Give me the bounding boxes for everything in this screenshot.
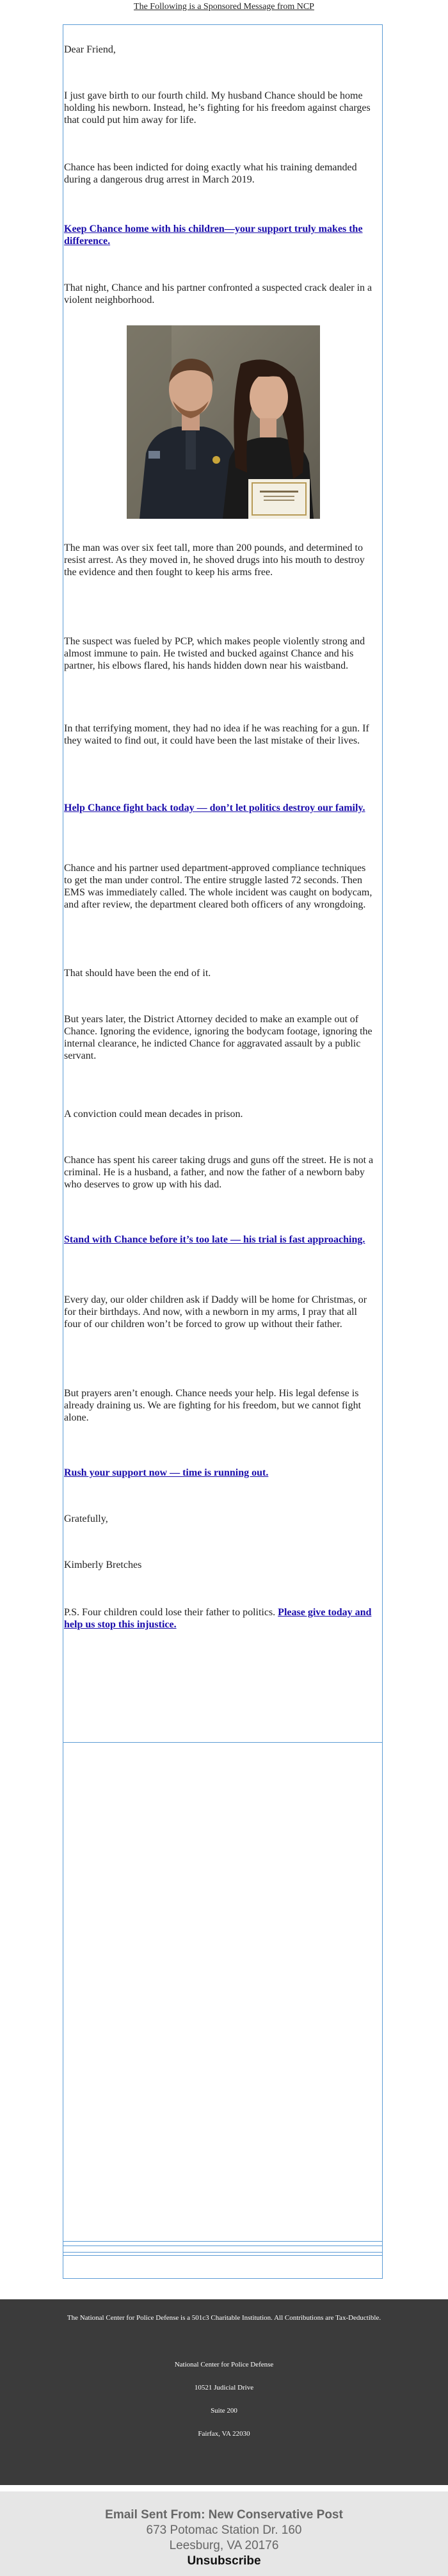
couple-photo-image: [127, 325, 320, 519]
empty-footer-block: [63, 2252, 383, 2279]
paragraph-13: But prayers aren’t enough. Chance needs your help. His legal defense is already draining us. We are fighting for his freedom, but we cannot fight alone.: [64, 1388, 362, 1423]
empty-content-block: [63, 1742, 383, 2242]
signature: Kimberly Bretches: [64, 1560, 142, 1570]
cta-link-1-para: [64, 223, 375, 247]
cta-link-2-para: [64, 802, 375, 814]
paragraph-10: A conviction could mean decades in prison.: [64, 1109, 243, 1120]
organization-footer: [0, 2299, 448, 2485]
org-name: National Center for Police Defense: [174, 2361, 274, 2368]
sender-city: Leesburg, VA 20176: [169, 2539, 279, 2552]
cta-link-4-para: [64, 1467, 375, 1479]
paragraph-11: Chance has spent his career taking drugs and guns off the street. He is not a criminal. He is a husband, a father, and now the father of a newborn baby who deserves to grow up with his dad.: [64, 1155, 374, 1190]
postscript-donate-link[interactable]: Please give today and help us stop this injustice.: [64, 1607, 372, 1630]
salutation: Dear Friend,: [64, 44, 116, 55]
paragraph-7: Chance and his partner used department-approved compliance techniques to get the man under control. The entire struggle lasted 72 seconds. Then EMS was immediately called. The whole incident was caught on bodycam, and after review, the department cleared both officers of any wrongdoing.: [64, 863, 372, 910]
org-address-1: 10521 Judicial Drive: [194, 2384, 254, 2392]
cta-link-3-para: [64, 1234, 375, 1246]
paragraph-2: Chance has been indicted for doing exactly what his training demanded during a dangerous drug arrest in March 2019.: [64, 162, 357, 185]
paragraph-6: In that terrifying moment, they had no idea if he was reaching for a gun. If they waited to find out, it could have been the last mistake of their lives.: [64, 723, 369, 746]
cta-link-2[interactable]: Help Chance fight back today — don’t let politics destroy our family.: [64, 803, 365, 813]
sponsored-banner: [0, 0, 448, 14]
cta-link-1[interactable]: Keep Chance home with his children—your support truly makes the difference.: [64, 224, 363, 247]
org-address-2: Suite 200: [211, 2407, 237, 2415]
paragraph-9: But years later, the District Attorney decided to make an example out of Chance. Ignoring the evidence, ignoring the bodycam footage, ignoring the internal clearance, he indicted Chance for aggravated assault by a public servant.: [64, 1014, 372, 1061]
paragraph-12: Every day, our older children ask if Daddy will be home for Christmas, or for their birthdays. And now, with a newborn in my arms, I pray that all four of our children won’t be forced to grow up without their father.: [64, 1294, 367, 1330]
cta-link-3[interactable]: Stand with Chance before it’s too late — his trial is fast approaching.: [64, 1234, 365, 1245]
paragraph-4: The man was over six feet tall, more than 200 pounds, and determined to resist arrest. As they moved in, he shoved drugs into his mouth to destroy the evidence and then fought to keep his arms free.: [64, 542, 365, 578]
paragraph-5: The suspect was fueled by PCP, which makes people violently strong and almost immune to pain. He twisted and bucked against Chance and his partner, his elbows flared, his hands hidden down near his waistband.: [64, 636, 365, 671]
sender-label: Email Sent From: New Conservative Post: [105, 2508, 343, 2522]
couple-photo: [127, 325, 320, 519]
paragraph-1: I just gave birth to our fourth child. My husband Chance should be home holding his newborn. Instead, he’s fighting for his freedom against charges that could put him away for life.: [64, 90, 371, 126]
tax-disclaimer: The National Center for Police Defense is a 501c3 Charitable Institution. All Contributions are Tax-Deductible.: [67, 2314, 381, 2322]
sender-address: 673 Potomac Station Dr. 160: [146, 2523, 302, 2537]
paragraph-8: That should have been the end of it.: [64, 968, 211, 979]
cta-link-4[interactable]: Rush your support now — time is running out.: [64, 1467, 269, 1478]
unsubscribe-link[interactable]: Unsubscribe: [187, 2554, 261, 2568]
paragraph-3: That night, Chance and his partner confronted a suspected crack dealer in a violent neighborhood.: [64, 282, 372, 306]
closing: Gratefully,: [64, 1513, 108, 1524]
org-city: Fairfax, VA 22030: [198, 2430, 250, 2438]
postscript-text: P.S. Four children could lose their father to politics.: [64, 1607, 278, 1618]
sender-footer: [0, 2491, 448, 2576]
postscript: [64, 1606, 375, 1631]
sponsored-banner-text: The Following is a Sponsored Message from NCP: [134, 2, 314, 12]
